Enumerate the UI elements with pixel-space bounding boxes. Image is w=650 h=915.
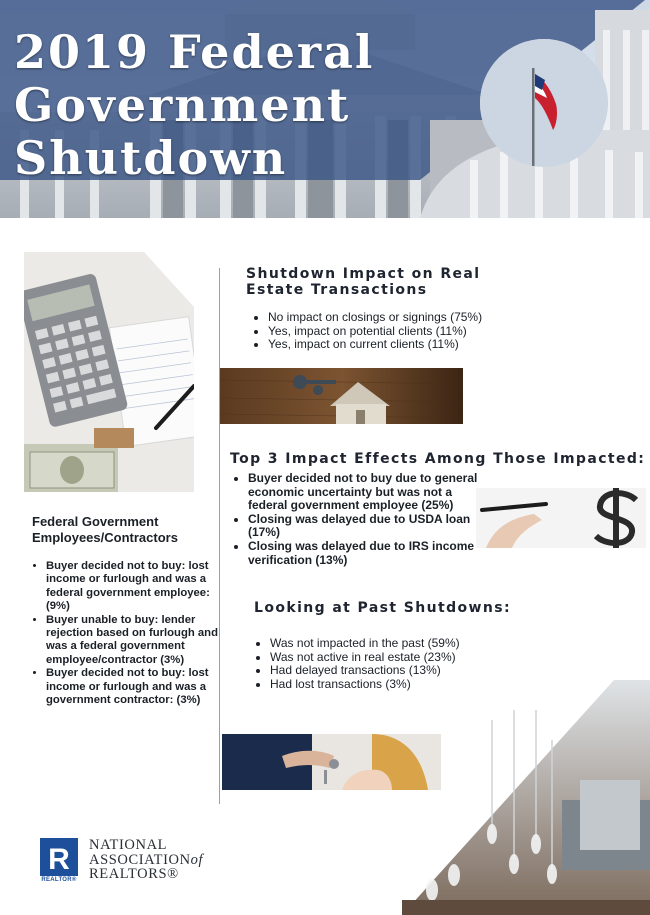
- heading-line: Federal Government: [32, 514, 159, 529]
- title-line: 2019 Federal: [14, 25, 375, 79]
- past-shutdowns-heading: Looking at Past Shutdowns:: [254, 600, 511, 616]
- list-item: • Had delayed transactions (13%): [270, 664, 530, 678]
- list-item: • Was not active in real estate (23%): [270, 651, 530, 665]
- page-title: [14, 26, 374, 185]
- wordmark-line: REALTORS®: [89, 866, 179, 882]
- list-item: • Closing was delayed due to USDA loan (17%): [248, 513, 486, 540]
- title-line: Shutdown: [14, 131, 288, 185]
- column-divider: [219, 268, 220, 804]
- wordmark-line: ASSOCIATION: [89, 851, 191, 868]
- left-column-heading: [32, 514, 202, 546]
- list-item: • Yes, impact on potential clients (11%): [268, 325, 528, 339]
- hand-drawing-dollar-photo: [476, 488, 646, 548]
- top3-list: [230, 472, 486, 567]
- list-item: • Yes, impact on current clients (11%): [268, 338, 528, 352]
- impact-heading: [246, 266, 486, 298]
- realtor-letter: R: [48, 843, 70, 876]
- nar-wordmark: [89, 838, 203, 882]
- list-item: • Buyer unable to buy: lender rejection based on furlough and was a federal government employee/contractor (3%): [46, 614, 226, 668]
- list-item: • Buyer decided not to buy due to general economic uncertainty but was not a federal government employee (25%): [248, 472, 486, 513]
- top3-heading: Top 3 Impact Effects Among Those Impacted:: [230, 451, 646, 467]
- list-item: • Closing was delayed due to IRS income verification (13%): [248, 540, 486, 567]
- house-and-keys-photo: [220, 368, 463, 424]
- header-banner: [0, 0, 650, 218]
- heading-line: Shutdown Impact on Real: [246, 266, 481, 282]
- list-item: • Buyer decided not to buy: lost income or furlough and was a federal government employee: (9%): [46, 560, 226, 614]
- federal-employees-list: [30, 560, 226, 707]
- list-item: • Buyer decided not to buy: lost income or furlough and was a government contractor: (3%): [46, 667, 226, 707]
- list-item: • Had lost transactions (3%): [270, 678, 530, 692]
- heading-line: Employees/Contractors: [32, 530, 178, 545]
- list-item: • No impact on closings or signings (75%): [268, 311, 528, 325]
- list-item: • Was not impacted in the past (59%): [270, 637, 530, 651]
- realtor-logo-icon: [40, 838, 78, 876]
- wordmark-of: of: [190, 851, 204, 868]
- title-line: Government: [14, 78, 351, 132]
- calculator-and-cash-photo: [24, 252, 194, 492]
- kitchen-chandelier-photo: [402, 680, 650, 915]
- impact-list: [250, 311, 528, 352]
- nar-logo: [40, 838, 220, 890]
- wordmark-line: NATIONAL: [89, 837, 168, 853]
- heading-line: Estate Transactions: [246, 282, 428, 298]
- realtor-tag: REALTOR®: [41, 877, 77, 883]
